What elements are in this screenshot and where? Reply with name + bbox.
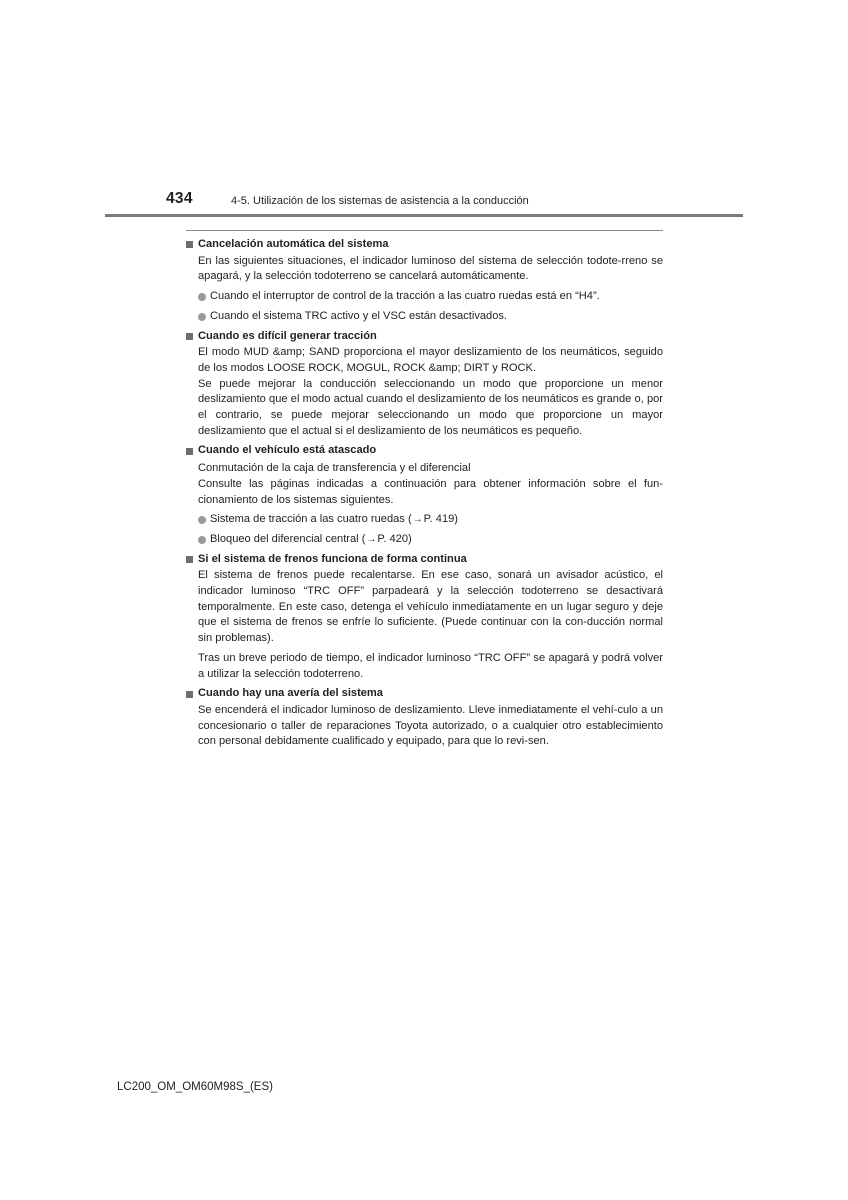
circle-bullet-icon — [198, 516, 206, 524]
page-reference-link[interactable]: P. 419) — [423, 513, 458, 526]
square-bullet-icon — [186, 333, 193, 340]
chapter-title: 4-5. Utilización de los sistemas de asistencia a la conducción — [231, 195, 529, 207]
square-bullet-icon — [186, 556, 193, 563]
section-heading — [186, 237, 663, 253]
section-title: Cuando es difícil generar tracción — [198, 329, 377, 342]
paragraph: Se encenderá el indicador luminoso de deslizamiento. Lleve inmediatamente el vehí-culo a un concesionario o taller de reparaciones Toyota autorizado, o a cualquier otro establecimiento con personal debidamente cualificado y equipado, para que lo revi-sen. — [198, 703, 663, 748]
page-header — [0, 0, 848, 230]
list-item-text: Cuando el sistema TRC activo y el VSC están desactivados. — [210, 309, 508, 322]
section-title: Cuando el vehículo está atascado — [198, 444, 377, 457]
circle-bullet-icon — [198, 313, 206, 321]
paragraph: Conmutación de la caja de transferencia y el diferencial — [198, 462, 471, 475]
list-item — [198, 532, 663, 548]
paragraph: Tras un breve periodo de tiempo, el indicador luminoso “TRC OFF” se apagará y podrá volver a utilizar la selección todoterreno. — [198, 651, 663, 680]
list-item-text: Cuando el interruptor de control de la tracción a las cuatro ruedas está en “H4”. — [210, 290, 600, 303]
list-item-text: Bloqueo del diferencial central ( — [210, 532, 366, 545]
arrow-right-icon: → — [366, 533, 377, 545]
section-heading — [186, 329, 663, 345]
paragraph: En las siguientes situaciones, el indicador luminoso del sistema de selección todote-rreno se apagará, y la selección todoterreno se cancelará automáticamente. — [198, 254, 663, 283]
section-title: Cancelación automática del sistema — [198, 238, 389, 250]
square-bullet-icon — [186, 691, 193, 698]
page-reference-link[interactable]: P. 420) — [377, 532, 412, 545]
page-number: 434 — [166, 190, 193, 207]
section-title: Si el sistema de frenos funciona de forma continua — [198, 552, 467, 565]
list-item — [198, 289, 663, 305]
arrow-right-icon: → — [412, 514, 423, 526]
list-item — [198, 512, 663, 528]
circle-bullet-icon — [198, 293, 206, 301]
section-divider — [186, 230, 663, 231]
section-heading — [186, 552, 663, 568]
section-title: Cuando hay una avería del sistema — [198, 687, 383, 700]
document-code: LC200_OM_OM60M98S_(ES) — [117, 1081, 273, 1093]
square-bullet-icon — [186, 448, 193, 455]
section-heading — [186, 686, 663, 702]
list-item — [198, 309, 663, 325]
paragraph: Se puede mejorar la conducción seleccionando un modo que proporcione un menor deslizamiento que el modo actual cuando el deslizamiento de los neumáticos es grande o, por el contrario, se puede mejorar seleccionando un modo que proporcione un mayor deslizamiento que el actual si el deslizamiento de los neumáticos es pequeño. — [198, 377, 663, 437]
square-bullet-icon — [186, 241, 193, 248]
paragraph: El modo MUD &amp; SAND proporciona el mayor deslizamiento de los neumáticos, seguido de los modos LOOSE ROCK, MOGUL, ROCK &amp; DIRT y ROCK. — [198, 346, 663, 374]
page-content — [186, 237, 663, 750]
paragraph: Consulte las páginas indicadas a continuación para obtener información sobre el fun-cionamiento de los sistemas siguientes. — [198, 477, 663, 506]
list-item-text: Sistema de tracción a las cuatro ruedas ( — [210, 513, 412, 526]
paragraph: El sistema de frenos puede recalentarse. En ese caso, sonará un avisador acústico, el indicador luminoso “TRC OFF” parpadeará y la selección todoterreno se desactivará temporalmente. En este caso, detenga el vehículo inmediatamente en un lugar seguro y deje que el sistema de frenos se enfríe lo suficiente. (Puede continuar con la con-ducción normal sin problemas). — [198, 569, 663, 645]
header-divider — [105, 214, 743, 217]
circle-bullet-icon — [198, 536, 206, 544]
section-heading — [186, 443, 663, 459]
